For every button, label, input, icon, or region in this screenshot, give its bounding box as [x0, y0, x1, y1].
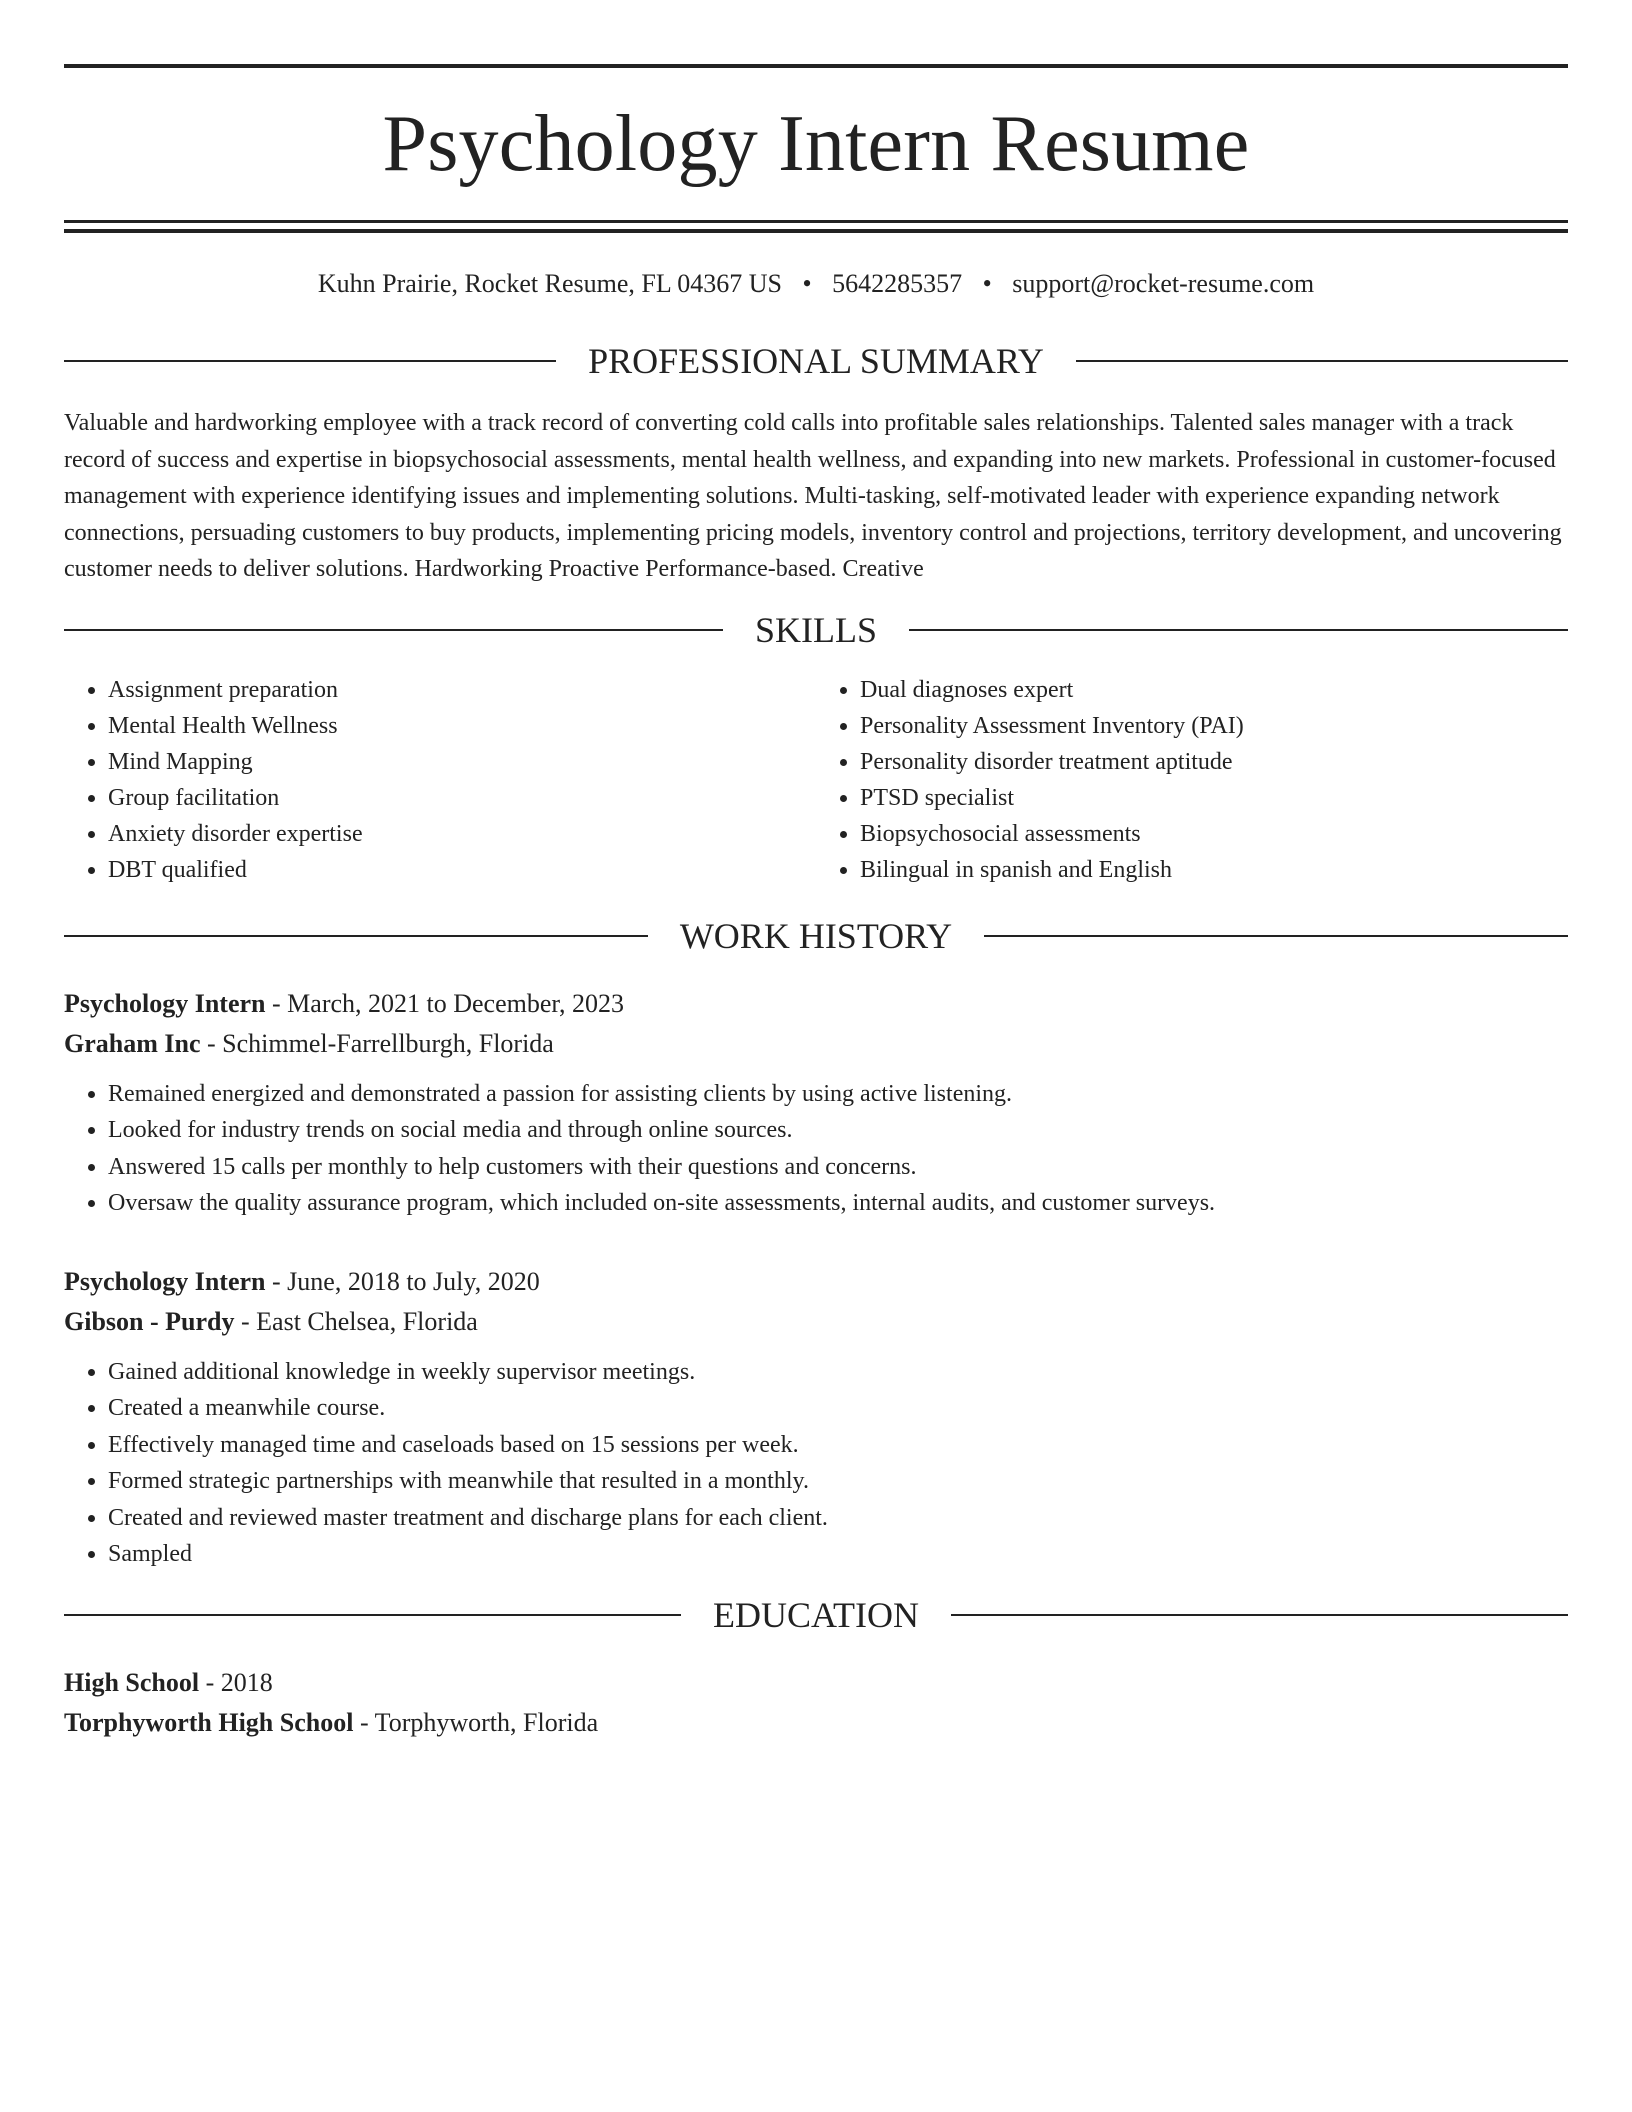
skill-item: • Personality Assessment Inventory (PAI)	[860, 708, 1568, 744]
skill-item: • Biopsychosocial assessments	[860, 816, 1568, 852]
job-location: - Schimmel-Farrellburgh, Florida	[200, 1028, 554, 1058]
contact-line	[64, 267, 1568, 301]
title-bottom-rule	[64, 220, 1568, 223]
skill-item: • Anxiety disorder expertise	[108, 816, 816, 852]
skill-item: • Mind Mapping	[108, 744, 816, 780]
skills-column-left	[64, 672, 816, 888]
skill-item: • Personality disorder treatment aptitude	[860, 744, 1568, 780]
job-bullet: • Looked for industry trends on social media and through online sources.	[108, 1112, 1568, 1149]
job-entry	[64, 1262, 1568, 1573]
job-bullet: • Effectively managed time and caseloads based on 15 sessions per week.	[108, 1427, 1568, 1464]
resume-page	[64, 64, 1568, 1743]
education-school: Torphyworth High School	[64, 1707, 354, 1737]
heading-rule-left	[64, 935, 648, 937]
job-bullet: • Answered 15 calls per monthly to help customers with their questions and concerns.	[108, 1149, 1568, 1186]
job-title: Psychology Intern	[64, 988, 266, 1018]
skill-item: • Bilingual in spanish and English	[860, 852, 1568, 888]
job-dates: - June, 2018 to July, 2020	[265, 1266, 540, 1296]
summary-paragraph: Valuable and hardworking employee with a track record of converting cold calls into profitable sales relationships. Talented sales manager with a track record of success and expertise in biopsychosocial assessments, mental health wellness, and expanding into new markets. Professional in customer-focused management with experience identifying issues and implementing solutions. Multi-tasking, self-motivated leader with experience expanding network connections, persuading customers to buy products, implementing pricing models, inventory control and projections, territory development, and uncovering customer needs to deliver solutions. Hardworking Proactive Performance-based. Creative	[64, 410, 1562, 582]
job-bullet: • Oversaw the quality assurance program, which included on-site assessments, internal audits, and customer surveys.	[108, 1185, 1568, 1222]
skill-item: • PTSD specialist	[860, 780, 1568, 816]
heading-rule-right	[909, 629, 1568, 631]
contact-phone: 5642285357	[832, 269, 963, 298]
skills-list	[64, 672, 1568, 888]
education-degree-line	[64, 1663, 1568, 1703]
contact-address: Kuhn Prairie, Rocket Resume, FL 04367 US	[317, 269, 782, 298]
heading-label: PROFESSIONAL SUMMARY	[588, 341, 1044, 381]
heading-label: EDUCATION	[713, 1594, 919, 1635]
education-year: - 2018	[199, 1667, 273, 1697]
job-dates: - March, 2021 to December, 2023	[265, 988, 625, 1018]
education-entry	[64, 1663, 1568, 1743]
job-bullet: • Formed strategic partnerships with meanwhile that resulted in a monthly.	[108, 1463, 1568, 1500]
skill-item: • Dual diagnoses expert	[860, 672, 1568, 708]
job-entry	[64, 984, 1568, 1222]
job-company-line	[64, 1302, 1568, 1342]
skill-item: • Mental Health Wellness	[108, 708, 816, 744]
skills-column-right	[816, 672, 1568, 888]
job-company-line	[64, 1024, 1568, 1064]
title-top-rule	[64, 64, 1568, 68]
job-title: Psychology Intern	[64, 1266, 266, 1296]
education-location: - Torphyworth, Florida	[353, 1707, 599, 1737]
contact-separator: •	[982, 269, 992, 298]
job-title-line	[64, 1262, 1568, 1302]
contact-email: support@rocket-resume.com	[1012, 269, 1315, 298]
section-heading-summary	[64, 341, 1568, 381]
heading-rule-right	[1076, 360, 1568, 362]
skill-item: • DBT qualified	[108, 852, 816, 888]
skill-item: • Assignment preparation	[108, 672, 816, 708]
job-bullet: • Created a meanwhile course.	[108, 1390, 1568, 1427]
job-company: Gibson - Purdy	[64, 1306, 235, 1336]
contact-separator: •	[802, 269, 812, 298]
job-company: Graham Inc	[64, 1028, 201, 1058]
page-title: Psychology Intern Resume	[382, 100, 1250, 188]
section-heading-skills	[64, 610, 1568, 650]
job-bullet: • Created and reviewed master treatment and discharge plans for each client.	[108, 1500, 1568, 1537]
job-bullets	[64, 1354, 1568, 1573]
section-heading-education	[64, 1595, 1568, 1635]
section-heading-work	[64, 916, 1568, 956]
job-bullet: • Gained additional knowledge in weekly supervisor meetings.	[108, 1354, 1568, 1391]
education-degree: High School	[64, 1667, 200, 1697]
heading-label: WORK HISTORY	[679, 915, 953, 956]
education-school-line	[64, 1703, 1568, 1743]
skill-item: • Group facilitation	[108, 780, 816, 816]
job-bullet: • Remained energized and demonstrated a passion for assisting clients by using active listening.	[108, 1076, 1568, 1113]
heading-label: SKILLS	[755, 609, 878, 650]
heading-rule-right	[951, 1614, 1568, 1616]
heading-rule-left	[64, 360, 556, 362]
job-title-line	[64, 984, 1568, 1024]
heading-rule-left	[64, 1614, 681, 1616]
job-location: - East Chelsea, Florida	[234, 1306, 478, 1336]
heading-rule-right	[984, 935, 1568, 937]
job-bullets	[64, 1076, 1568, 1222]
job-bullet: • Sampled	[108, 1536, 1568, 1573]
heading-rule-left	[64, 629, 723, 631]
title-bottom-rule-2	[64, 229, 1568, 233]
